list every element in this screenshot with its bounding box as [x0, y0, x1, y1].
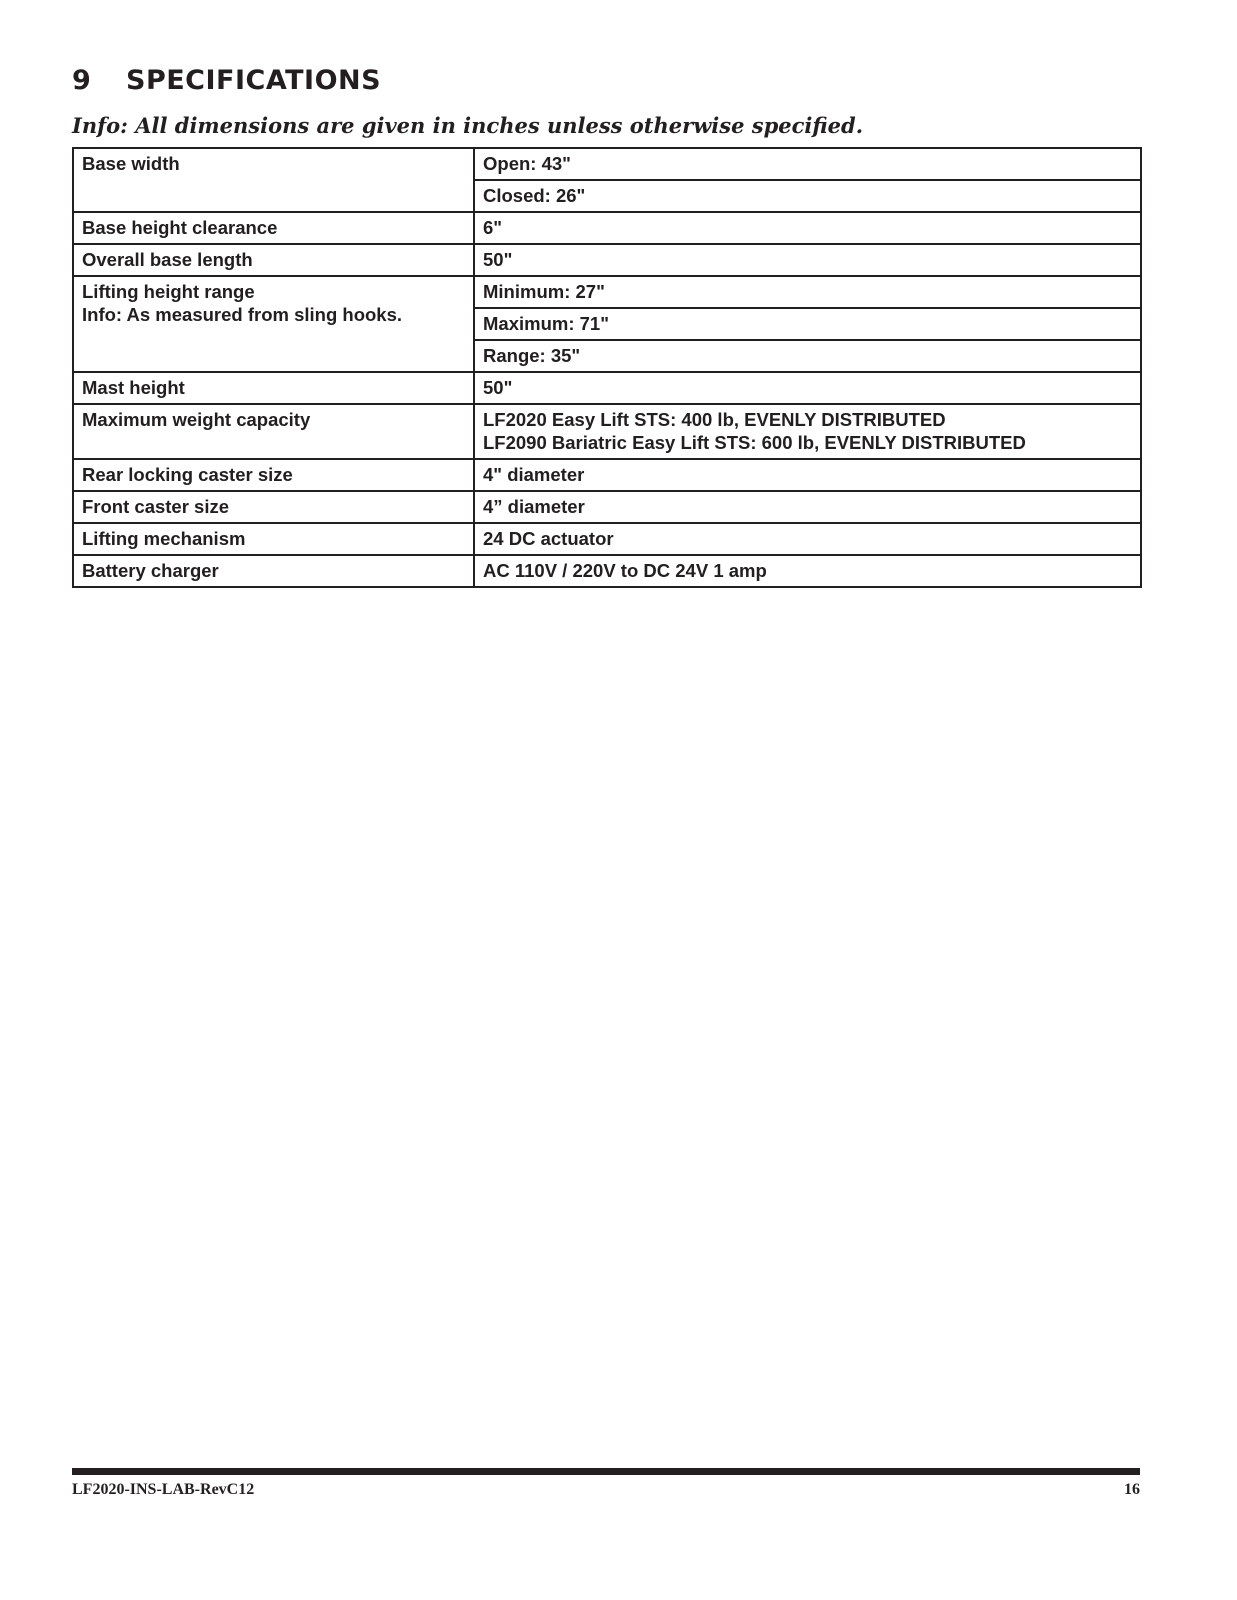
table-row [73, 459, 1141, 491]
dimensions-info-note: Info: All dimensions are given in inches unless otherwise specified. [72, 113, 864, 138]
spec-label-cell [73, 372, 474, 404]
footer-rule [72, 1468, 1140, 1475]
spec-label-note: Info: As measured from sling hooks. [82, 304, 403, 325]
table-row [73, 404, 1141, 459]
spec-label-cell [73, 212, 474, 244]
table-row [73, 244, 1141, 276]
spec-label: Rear locking caster size [82, 464, 293, 485]
spec-value-cell: 24 DC actuator [474, 523, 1141, 555]
spec-label-cell [73, 523, 474, 555]
spec-label: Base width [82, 153, 180, 174]
spec-value-cell: 50" [474, 244, 1141, 276]
spec-value-cell: Minimum: 27" [474, 276, 1141, 308]
spec-value-line: LF2020 Easy Lift STS: 400 lb, EVENLY DISTRIBUTED [483, 409, 946, 430]
spec-value-cell: Closed: 26" [474, 180, 1141, 212]
spec-value-cell: 4" diameter [474, 459, 1141, 491]
table-row [73, 148, 1141, 180]
section-number: 9 [72, 65, 92, 96]
table-row [73, 523, 1141, 555]
footer-page-number: 16 [1124, 1481, 1140, 1498]
spec-value-cell: 4” diameter [474, 491, 1141, 523]
specifications-table [72, 147, 1142, 588]
spec-label: Battery charger [82, 560, 219, 581]
spec-value-cell: Open: 43" [474, 148, 1141, 180]
section-title: SPECIFICATIONS [126, 65, 382, 96]
spec-label: Base height clearance [82, 217, 278, 238]
spec-value-line: LF2090 Bariatric Easy Lift STS: 600 lb, EVENLY DISTRIBUTED [483, 432, 1026, 453]
spec-label: Lifting mechanism [82, 528, 246, 549]
spec-label: Maximum weight capacity [82, 409, 311, 430]
spec-label-cell [73, 404, 474, 459]
spec-label-cell [73, 555, 474, 587]
spec-value-cell: AC 110V / 220V to DC 24V 1 amp [474, 555, 1141, 587]
spec-label-cell [73, 244, 474, 276]
spec-label-cell [73, 276, 474, 372]
spec-label-cell [73, 491, 474, 523]
table-row [73, 212, 1141, 244]
table-row [73, 555, 1141, 587]
footer-document-code: LF2020-INS-LAB-RevC12 [72, 1481, 255, 1498]
section-heading [72, 62, 381, 100]
specifications-table-body [73, 148, 1141, 587]
spec-value-cell: Range: 35" [474, 340, 1141, 372]
spec-value-cell: 6" [474, 212, 1141, 244]
spec-label-cell [73, 148, 474, 212]
spec-value-cell: Maximum: 71" [474, 308, 1141, 340]
spec-label: Front caster size [82, 496, 230, 517]
spec-value-cell [474, 404, 1141, 459]
spec-label-cell [73, 459, 474, 491]
spec-label: Overall base length [82, 249, 253, 270]
table-row [73, 491, 1141, 523]
spec-label: Lifting height range [82, 281, 255, 302]
table-row [73, 372, 1141, 404]
table-row [73, 276, 1141, 308]
spec-label: Mast height [82, 377, 185, 398]
spec-value-cell: 50" [474, 372, 1141, 404]
